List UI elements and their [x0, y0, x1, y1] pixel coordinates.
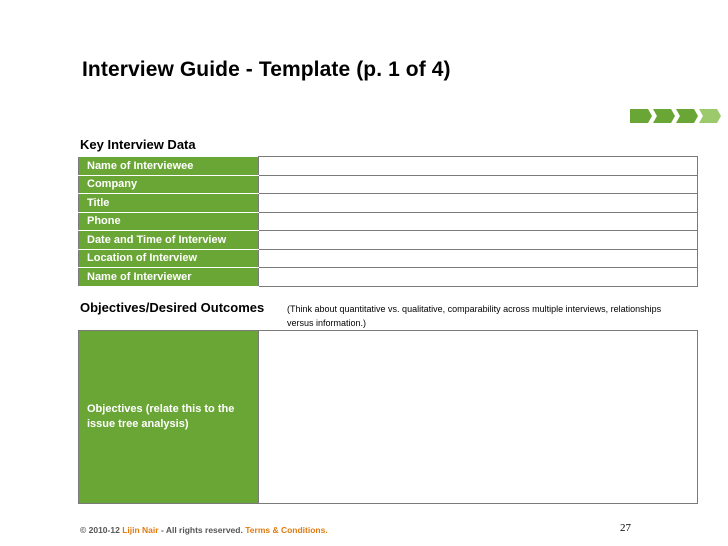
progress-step-4 — [699, 109, 721, 123]
table-row — [79, 157, 698, 176]
progress-step-1 — [630, 109, 652, 123]
table-row — [79, 212, 698, 231]
footer — [80, 525, 328, 535]
footer-rights: - All rights reserved. — [160, 525, 243, 535]
objectives-label-cell — [79, 331, 259, 503]
key-interview-data-heading: Key Interview Data — [80, 137, 196, 152]
table-row — [79, 194, 698, 213]
table-row — [79, 249, 698, 268]
key-interview-data-table — [78, 156, 698, 287]
progress-step-2 — [653, 109, 675, 123]
row-label: Name of Interviewer — [79, 268, 259, 287]
table-row — [79, 231, 698, 250]
objectives-box — [78, 330, 698, 504]
objectives-heading: Objectives/Desired Outcomes — [80, 300, 265, 315]
phone-field[interactable] — [259, 212, 698, 231]
location-field[interactable] — [259, 249, 698, 268]
company-field[interactable] — [259, 175, 698, 194]
row-label: Phone — [79, 212, 259, 231]
objectives-field[interactable] — [259, 331, 697, 503]
page-number: 27 — [620, 522, 631, 534]
row-label: Date and Time of Interview — [79, 231, 259, 250]
objectives-label: Objectives (relate this to the issue tree analysis) — [87, 403, 235, 430]
page-title: Interview Guide - Template (p. 1 of 4) — [82, 58, 451, 81]
row-label: Company — [79, 175, 259, 194]
footer-copyright: © 2010-12 — [80, 525, 120, 535]
row-label: Name of Interviewee — [79, 157, 259, 176]
row-label: Location of Interview — [79, 249, 259, 268]
date-time-field[interactable] — [259, 231, 698, 250]
table-row — [79, 268, 698, 287]
footer-terms-link[interactable]: Terms & Conditions. — [245, 525, 328, 535]
table-row — [79, 175, 698, 194]
interviewer-name-field[interactable] — [259, 268, 698, 287]
objectives-note: (Think about quantitative vs. qualitative, comparability across multiple interviews, relationships versus information.) — [287, 304, 662, 328]
progress-step-3 — [676, 109, 698, 123]
row-label: Title — [79, 194, 259, 213]
title-field[interactable] — [259, 194, 698, 213]
progress-chevrons — [630, 109, 722, 123]
footer-author-link[interactable]: Lijin Nair — [122, 525, 159, 535]
interviewee-name-field[interactable] — [259, 157, 698, 176]
